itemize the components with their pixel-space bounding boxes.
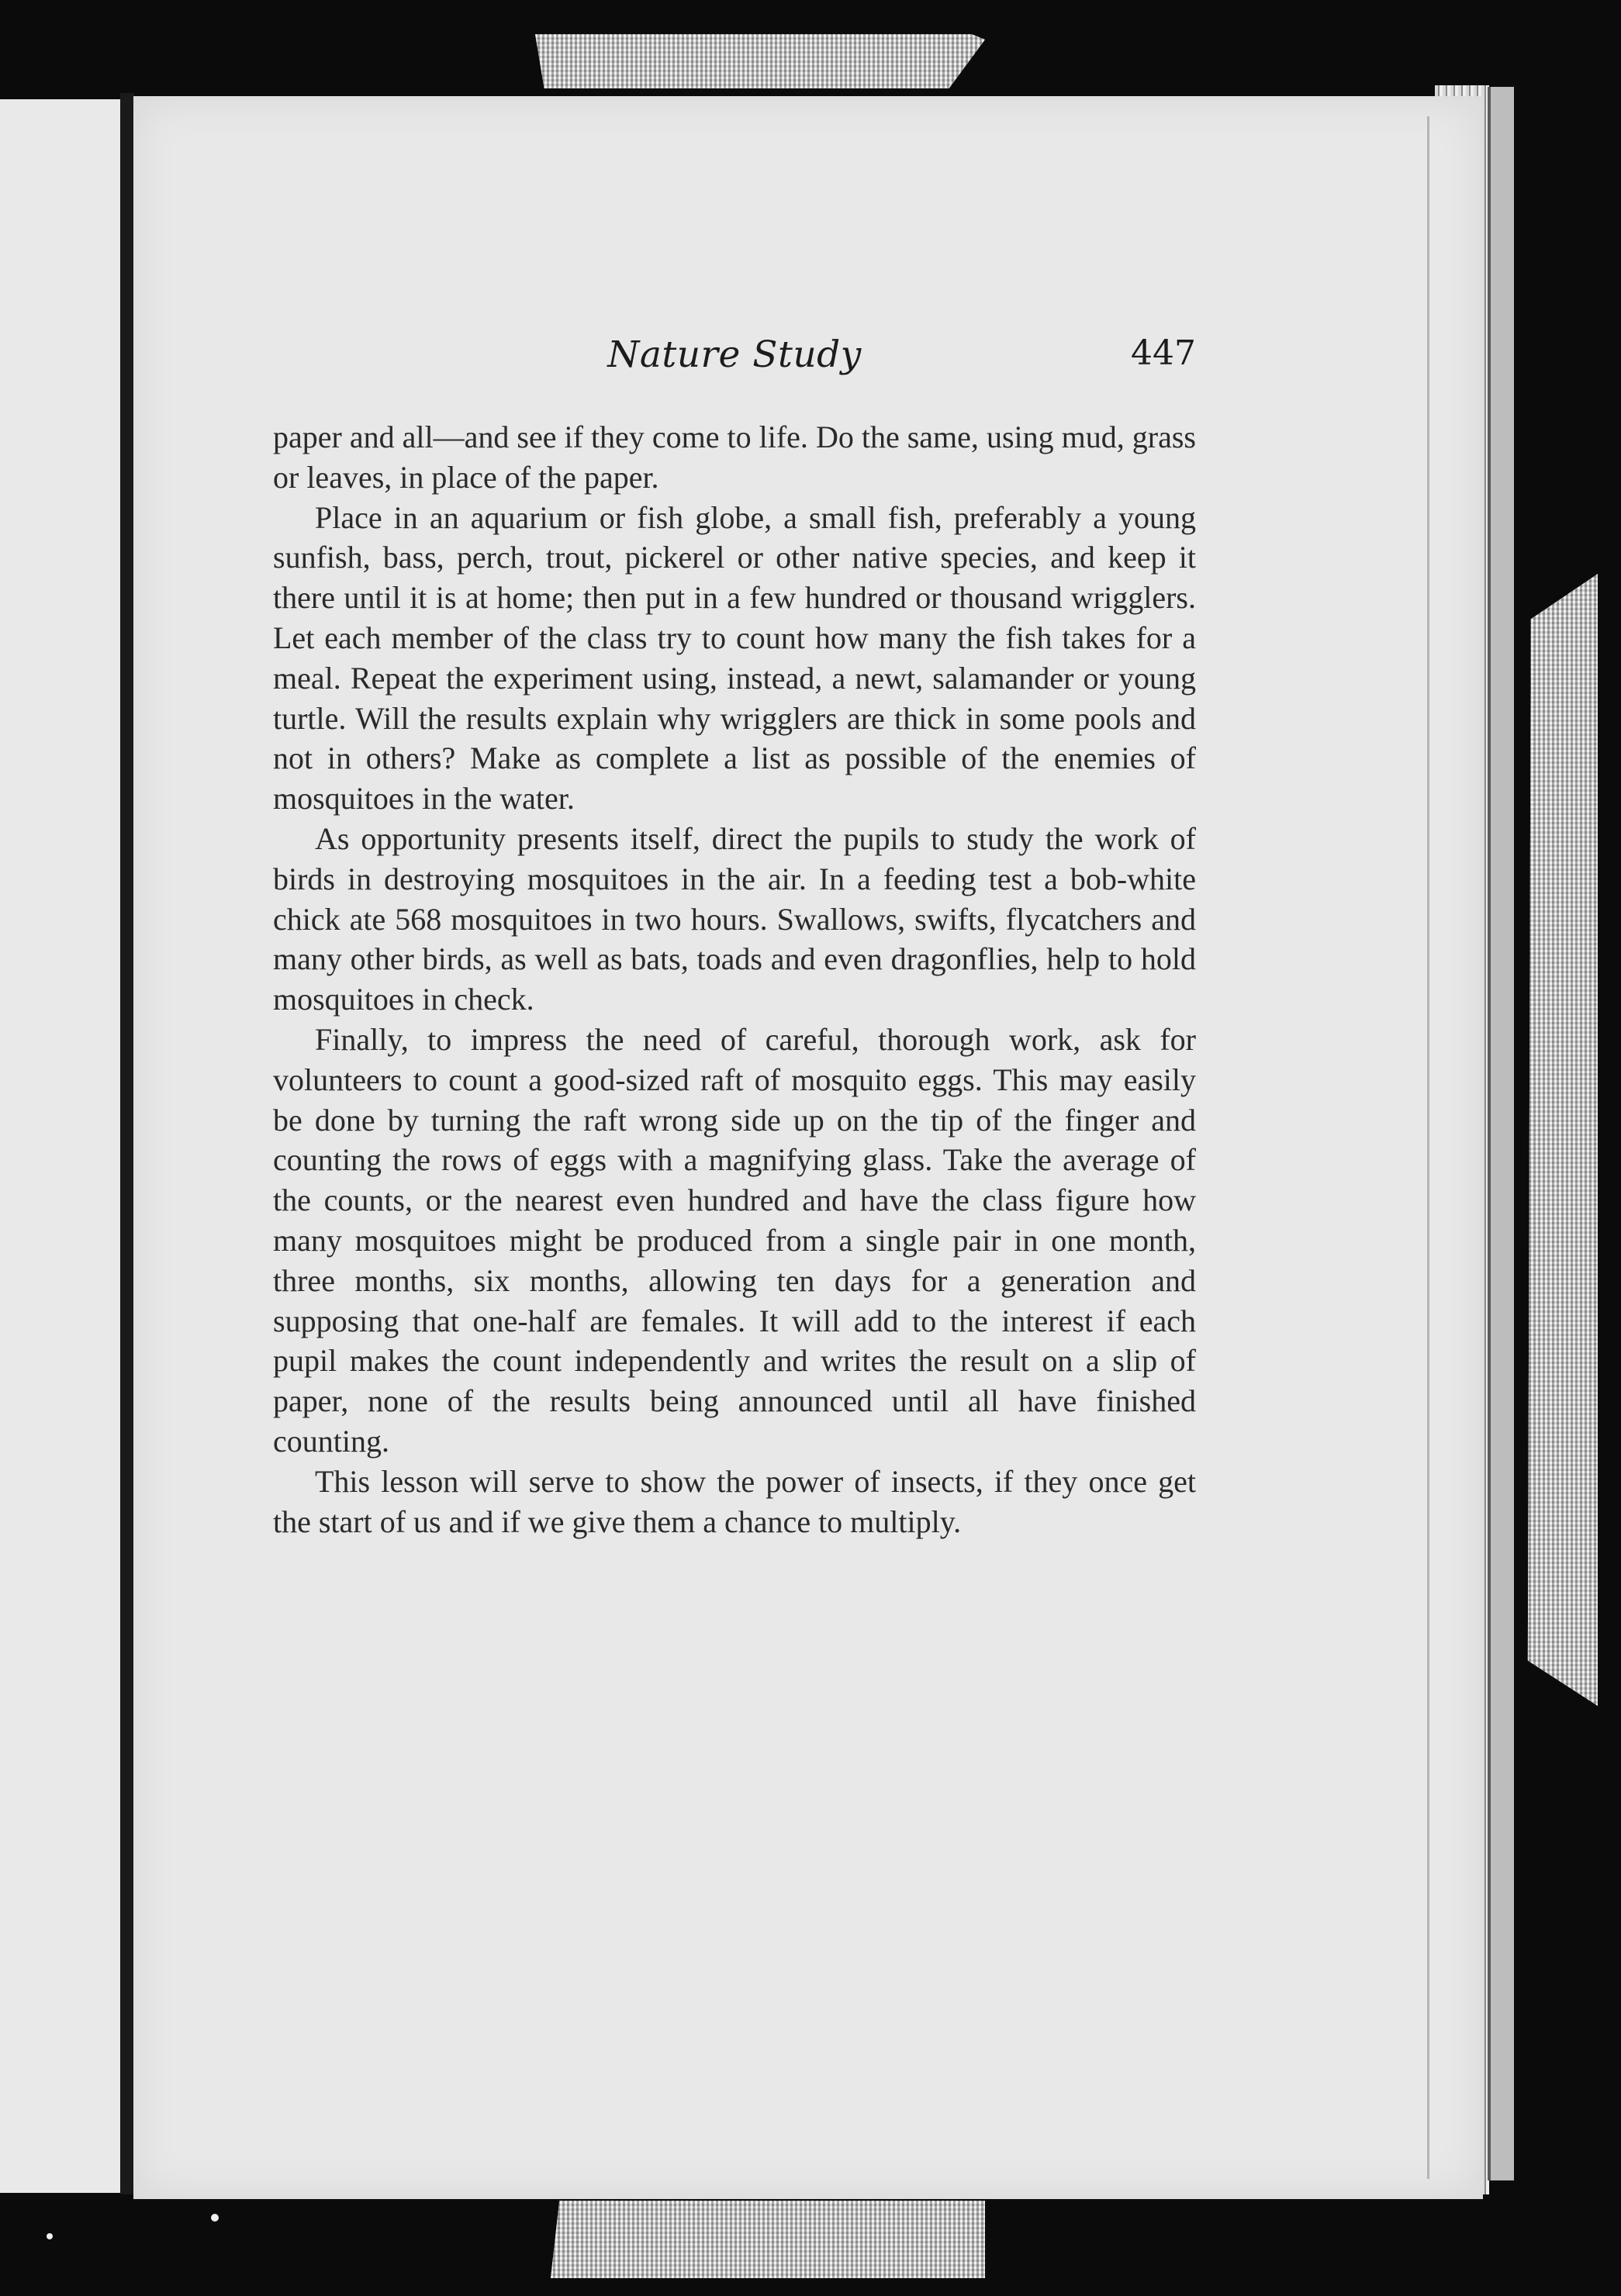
dust-speck: [211, 2214, 219, 2222]
binding-tape-top: [535, 34, 985, 88]
dust-speck: [47, 2233, 53, 2239]
paragraph-conclusion: This lesson will serve to show the power of insects, if they once get the start of us and if we give them a chance to multiply.: [273, 1463, 1196, 1539]
paragraph-egg-count: Finally, to impress the need of careful, thorough work, ask for volunteers to count a good-sized raft of mosquito eggs. This may easily be done by turning the raft wrong side up on the tip of the finger and counting the rows of eggs with a magnifying glass. Take the average of the counts, or the nearest even hundred and have the class figure how many mosquitoes might be produced from a single pair in one month, three months, six months, allowing ten days for a generation and supposing that one-half are females. It will add to the interest if each pupil makes the count independently and writes the result on a slip of paper, none of the results being announced until all have finished counting.: [273, 1021, 1196, 1459]
cover-edge: [1488, 87, 1514, 2180]
page-header: [273, 333, 1196, 388]
running-title: Nature Study: [607, 333, 862, 376]
page-body: [273, 417, 1196, 1542]
paragraph-continuation: paper and all—and see if they come to life. Do the same, using mud, grass or leaves, in place of the paper.: [273, 419, 1196, 495]
paragraph-birds: As opportunity presents itself, direct the pupils to study the work of birds in destroying mosquitoes in the air. In a feeding test a bob-white chick ate 568 mosquitoes in two hours. Swallows, swifts, flycatchers and many other birds, as well as bats, toads and even dragonflies, help to hold mosquitoes in check.: [273, 820, 1196, 1017]
page-number: 447: [1131, 333, 1196, 373]
paragraph-aquarium: Place in an aquarium or fish globe, a small fish, preferably a young sunfish, bass, perch, trout, pickerel or other native species, and keep it there until it is at home; then put in a few hundred or thousand wrigglers. Let each member of the class try to count how many the fish takes for a meal. Repeat the experiment using, instead, a newt, salamander or young turtle. Will the results explain why wrigglers are thick in some pools and not in others? Make as complete a list as possible of the enemies of mosquitoes in the water.: [273, 499, 1196, 817]
facing-page-left: [0, 99, 123, 2193]
book-gutter: [120, 93, 134, 2194]
binding-tape-right: [1522, 574, 1598, 1706]
binding-tape-bottom: [551, 2201, 985, 2278]
page-border-line: [1427, 116, 1437, 2179]
